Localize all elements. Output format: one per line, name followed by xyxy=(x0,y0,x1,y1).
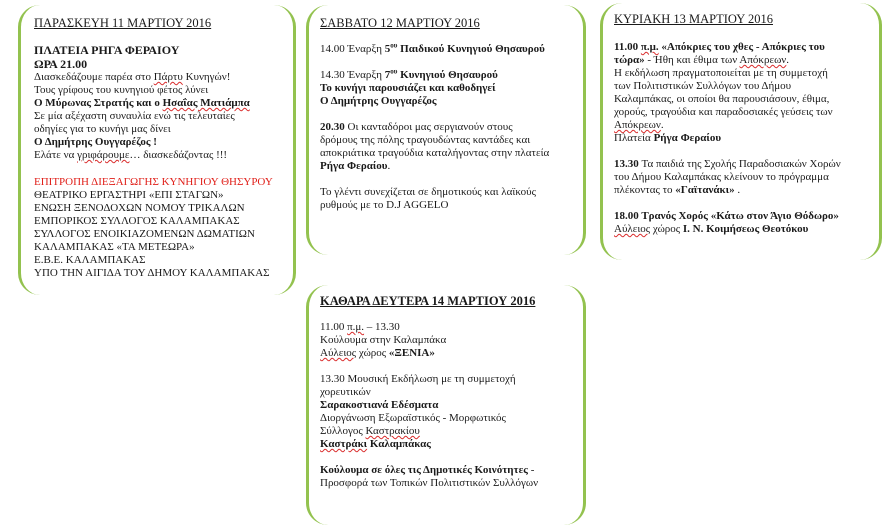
friday-line: Διασκεδάζουμε παρέα στο Πάρτυ Κυνηγών! xyxy=(34,71,231,83)
saturday-event-2-line: Ο Δημήτρης Ουγγαρέζος xyxy=(320,95,437,107)
sunday-event-2: 13.30 Τα παιδιά της Σχολής Παραδοσιακών Χορών xyxy=(614,158,841,170)
friday-committee: ΕΠΙΤΡΟΠΗ ΔΙΕΞΑΓΩΓΗΣ ΚΥΝΗΓΙΟΥ ΘΗΣΥΡΟΥ xyxy=(34,176,273,188)
friday-org: ΕΜΠΟΡΙΚΟΣ ΣΥΛΛΟΓΟΣ ΚΑΛΑΜΠΑΚΑΣ xyxy=(34,215,240,227)
monday-event-3-line: Προσφορά των Τοπικών Πολιτιστικών Συλλόγων xyxy=(320,477,539,489)
monday-event-1-line: Αύλειος χώρος «ΞΕΝΙΑ» xyxy=(320,347,435,359)
sunday-event-1-line: τώρα» - Ήθη και έθιμα των Απόκρεων. xyxy=(614,54,790,66)
friday-org: ΕΝΩΣΗ ΞΕΝΟΔΟΧΩΝ ΝΟΜΟΥ ΤΡΙΚΑΛΩΝ xyxy=(34,202,245,214)
friday-performers: Ο Μύρωνας Στρατής και ο Ησαΐας Ματιάμπα xyxy=(34,97,250,109)
sunday-panel xyxy=(600,3,882,260)
saturday-event-3-line: Ρήγα Φεραίου. xyxy=(320,160,391,172)
saturday-title: ΣΑΒΒΑΤΟ 12 ΜΑΡΤΙΟΥ 2016 xyxy=(320,16,480,30)
sunday-event-1-line: Απόκρεων. xyxy=(614,119,664,131)
saturday-panel xyxy=(306,5,586,255)
sunday-event-3: 18.00 Τρανός Χορός «Κάτω στον Άγιο Θόδωρο» xyxy=(614,210,839,222)
friday-org: Ε.Β.Ε. ΚΑΛΑΜΠΑΚΑΣ xyxy=(34,254,146,266)
sunday-event-1-line: χορούς, τραγούδια και παραδοσιακές γεύσεις των xyxy=(614,106,833,118)
friday-org: ΣΥΛΛΟΓΟΣ ΕΝΟΙΚΙΑΖΟΜΕΝΩΝ ΔΩΜΑΤΙΩΝ xyxy=(34,228,255,240)
saturday-event-3-line: δρόμους της πόλης τραγουδώντας καντάδες και xyxy=(320,134,531,146)
saturday-event-4: Το γλέντι συνεχίζεται σε δημοτικούς και λαϊκούς xyxy=(320,186,536,198)
saturday-event-3: 20.30 Οι κανταδόροι μας σεργιανούν στους xyxy=(320,121,513,133)
friday-line: οδηγίες για το κυνήγι μας δίνει xyxy=(34,123,171,135)
friday-time: ΩΡΑ 21.00 xyxy=(34,57,88,71)
sunday-event-2-line: του Δήμου Καλαμπάκας κλείνουν το πρόγραμμα xyxy=(614,171,829,183)
friday-panel xyxy=(18,5,296,295)
monday-title: ΚΑΘΑΡΑ ΔΕΥΤΕΡΑ 14 ΜΑΡΤΙΟΥ 2016 xyxy=(320,294,536,308)
friday-place: ΠΛΑΤΕΙΑ ΡΗΓΑ ΦΕΡΑΙΟΥ xyxy=(34,43,180,57)
monday-event-2-line: χορευτικών xyxy=(320,386,371,398)
monday-event-2-line: Σαρακοστιανά Εδέσματα xyxy=(320,399,439,411)
saturday-event-4-line: ρυθμούς με το D.J AGGELO xyxy=(320,199,449,211)
monday-event-2: 13.30 Μουσική Εκδήλωση με τη συμμετοχή xyxy=(320,373,516,385)
saturday-event-1: 14.00 Έναρξη $5^{o\upsilon}$ Παιδικού Κυνηγιού Θησαυρού xyxy=(320,41,545,55)
saturday-event-3-line: αποκριάτικα τραγούδια καταλήγοντας στην πλατεία xyxy=(320,147,550,159)
friday-title: ΠΑΡΑΣΚΕΥΗ 11 ΜΑΡΤΙΟΥ 2016 xyxy=(34,16,212,30)
sunday-event-2-line: πλέκοντας το «Γαϊτανάκι» . xyxy=(614,184,741,196)
monday-event-2-line: Διοργάνωση Εξωραϊστικός - Μορφωτικός xyxy=(320,412,506,424)
sunday-event-1-line: Πλατεία Ρήγα Φεραίου xyxy=(614,132,722,144)
sunday-event-1: 11.00 π.μ. «Απόκριες του χθες - Απόκριες του xyxy=(614,41,825,53)
friday-line: Ελάτε να γριφάρουμε… διασκεδάζοντας !!! xyxy=(34,149,228,161)
sunday-title: ΚΥΡΙΑΚΗ 13 ΜΑΡΤΙΟΥ 2016 xyxy=(614,12,773,26)
friday-org: ΚΑΛΑΜΠΑΚΑΣ «ΤΑ ΜΕΤΕΩΡΑ» xyxy=(34,241,195,253)
monday-event-2-line: Καστράκι Καλαμπάκας xyxy=(320,438,431,450)
sunday-event-1-line: Καλαμπάκας, οι οποίοι θα παρουσιάσουν, έθιμα, xyxy=(614,93,830,105)
monday-event-1-line: Κούλουμα στην Καλαμπάκα xyxy=(320,334,447,346)
friday-org: ΘΕΑΤΡΙΚΟ ΕΡΓΑΣΤΗΡΙ «ΕΠΙ ΣΤΑΓΩΝ» xyxy=(34,189,224,201)
monday-event-3: Κούλουμα σε όλες τις Δημοτικές Κοινότητες - xyxy=(320,464,535,476)
monday-panel xyxy=(306,285,586,525)
friday-org: ΥΠΟ ΤΗΝ ΑΙΓΙΔΑ ΤΟΥ ΔΗΜΟΥ ΚΑΛΑΜΠΑΚΑΣ xyxy=(34,267,270,279)
sunday-event-3-line: Αύλειος χώρος Ι. Ν. Κοιμήσεως Θεοτόκου xyxy=(614,223,809,235)
friday-host: Ο Δημήτρης Ουγγαρέζος ! xyxy=(34,136,157,148)
monday-event-2-line: Σύλλογος Καστρακίου xyxy=(320,425,420,437)
sunday-event-1-line: των Πολιτιστικών Συλλόγων του Δήμου xyxy=(614,80,792,92)
saturday-event-2-line: Το κυνήγι παρουσιάζει και καθοδηγεί xyxy=(320,82,496,94)
saturday-event-2: 14.30 Έναρξη $7^{o\upsilon}$ Κυνηγιού Θησαυρού xyxy=(320,67,498,81)
sunday-event-1-line: Η εκδήλωση πραγματοποιείται με τη συμμετοχή xyxy=(614,67,828,79)
friday-line: Σε μία αξέχαστη συναυλία ενώ τις τελευταίες xyxy=(34,110,235,122)
friday-line: Τους γρίφους του κυνηγιού φέτος λύνει xyxy=(34,84,209,96)
monday-event-1: 11.00 π.μ. – 13.30 xyxy=(320,321,400,333)
